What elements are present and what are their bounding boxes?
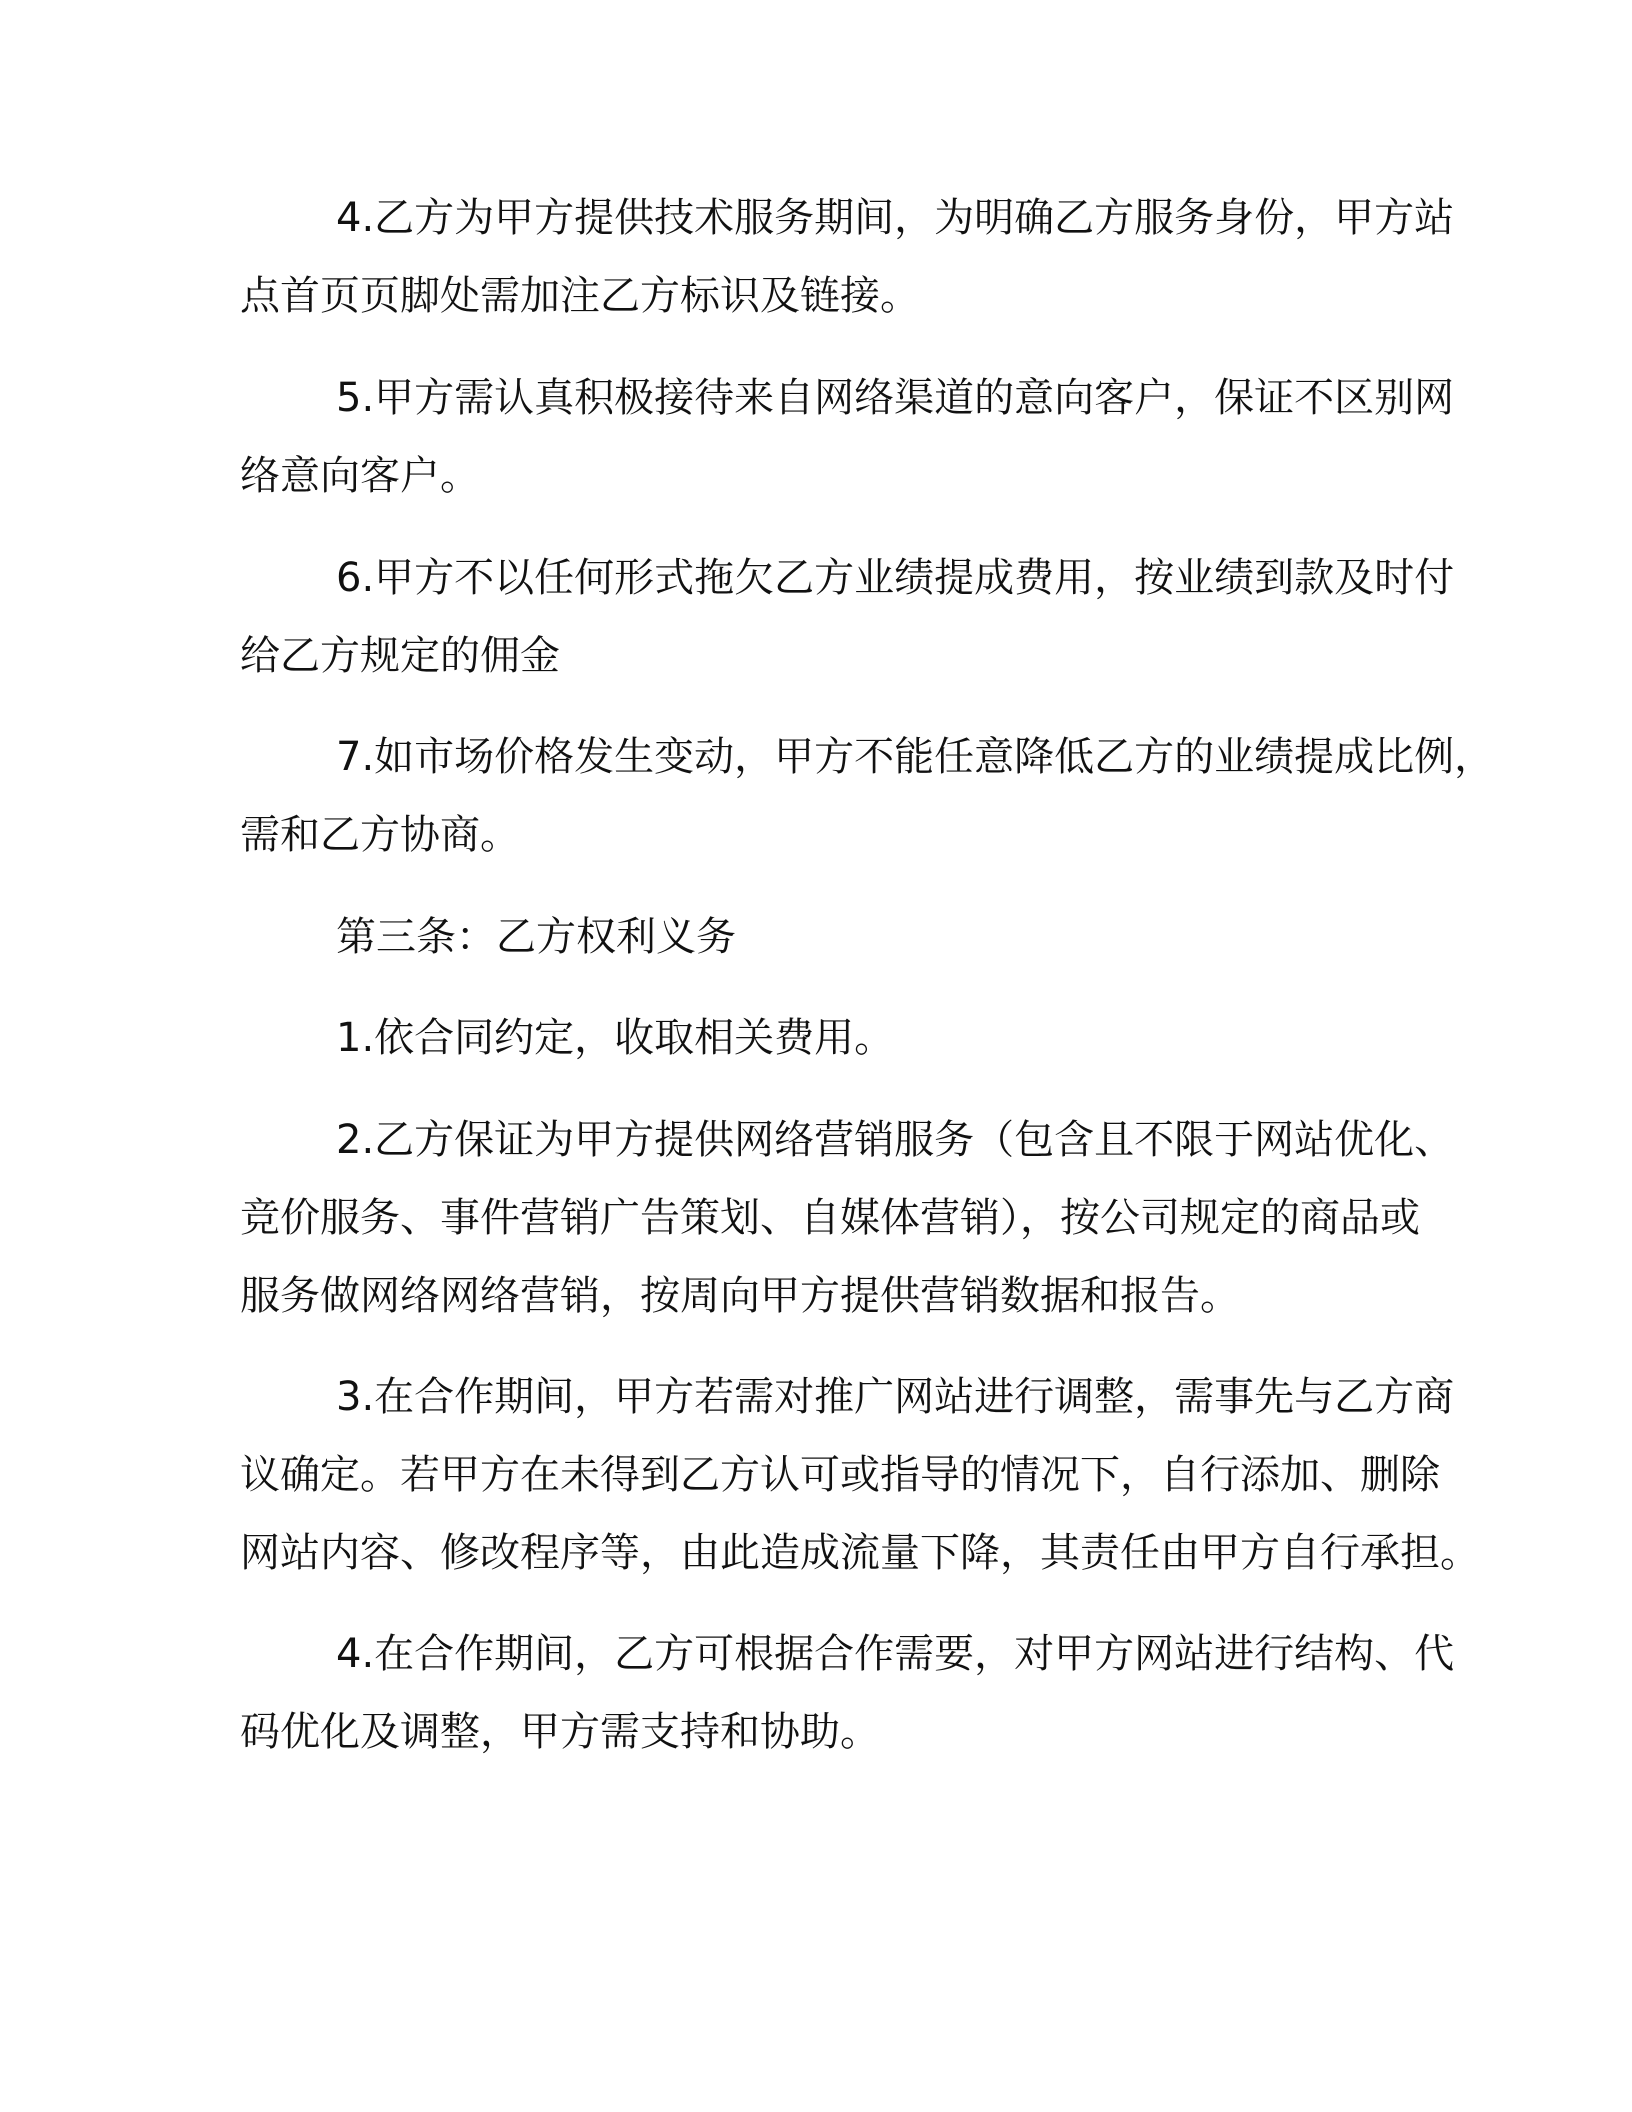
paragraph-line: 议确定。若甲方在未得到乙方认可或指导的情况下，自行添加、删除 [240,1452,1440,1498]
paragraph-line: 络意向客户。 [240,453,480,499]
paragraph-line: 3.在合作期间，甲方若需对推广网站进行调整，需事先与乙方商 [336,1374,1455,1420]
paragraph-line: 码优化及调整，甲方需支持和协助。 [240,1709,880,1755]
paragraph-line: 4.在合作期间，乙方可根据合作需要，对甲方网站进行结构、代 [336,1631,1455,1677]
paragraph-line: 服务做网络网络营销，按周向甲方提供营销数据和报告。 [240,1273,1240,1319]
paragraph-line: 2.乙方保证为甲方提供网络营销服务（包含且不限于网站优化、 [336,1117,1455,1163]
paragraph-party-b-2 [240,1117,1455,1319]
paragraph-line: 给乙方规定的佣金 [240,633,560,679]
paragraph-line: 7.如市场价格发生变动，甲方不能任意降低乙方的业绩提成比例， [336,734,1495,780]
paragraph-party-b-1 [240,1015,1400,1061]
paragraph-line: 需和乙方协商。 [240,812,520,858]
paragraph-party-a-4 [240,195,1455,319]
paragraph-party-b-3 [240,1374,1480,1576]
paragraph-line: 点首页页脚处需加注乙方标识及链接。 [240,273,920,319]
paragraph-line: 4.乙方为甲方提供技术服务期间，为明确乙方服务身份，甲方站 [336,195,1455,241]
paragraph-line: 5.甲方需认真积极接待来自网络渠道的意向客户，保证不区别网 [336,375,1455,421]
paragraph-party-a-6 [240,555,1455,679]
paragraph-party-a-5 [240,375,1455,499]
paragraph-line: 1.依合同约定，收取相关费用。 [336,1015,895,1061]
paragraph-line: 竞价服务、事件营销广告策划、自媒体营销），按公司规定的商品或 [240,1195,1420,1241]
paragraph-party-b-4 [240,1631,1455,1755]
paragraph-line: 6.甲方不以任何形式拖欠乙方业绩提成费用，按业绩到款及时付 [336,555,1455,601]
article-heading [240,914,1400,960]
article-title: 第三条：乙方权利义务 [336,914,736,960]
paragraph-line: 网站内容、修改程序等，由此造成流量下降，其责任由甲方自行承担。 [240,1530,1480,1576]
paragraph-party-a-7 [240,734,1495,858]
